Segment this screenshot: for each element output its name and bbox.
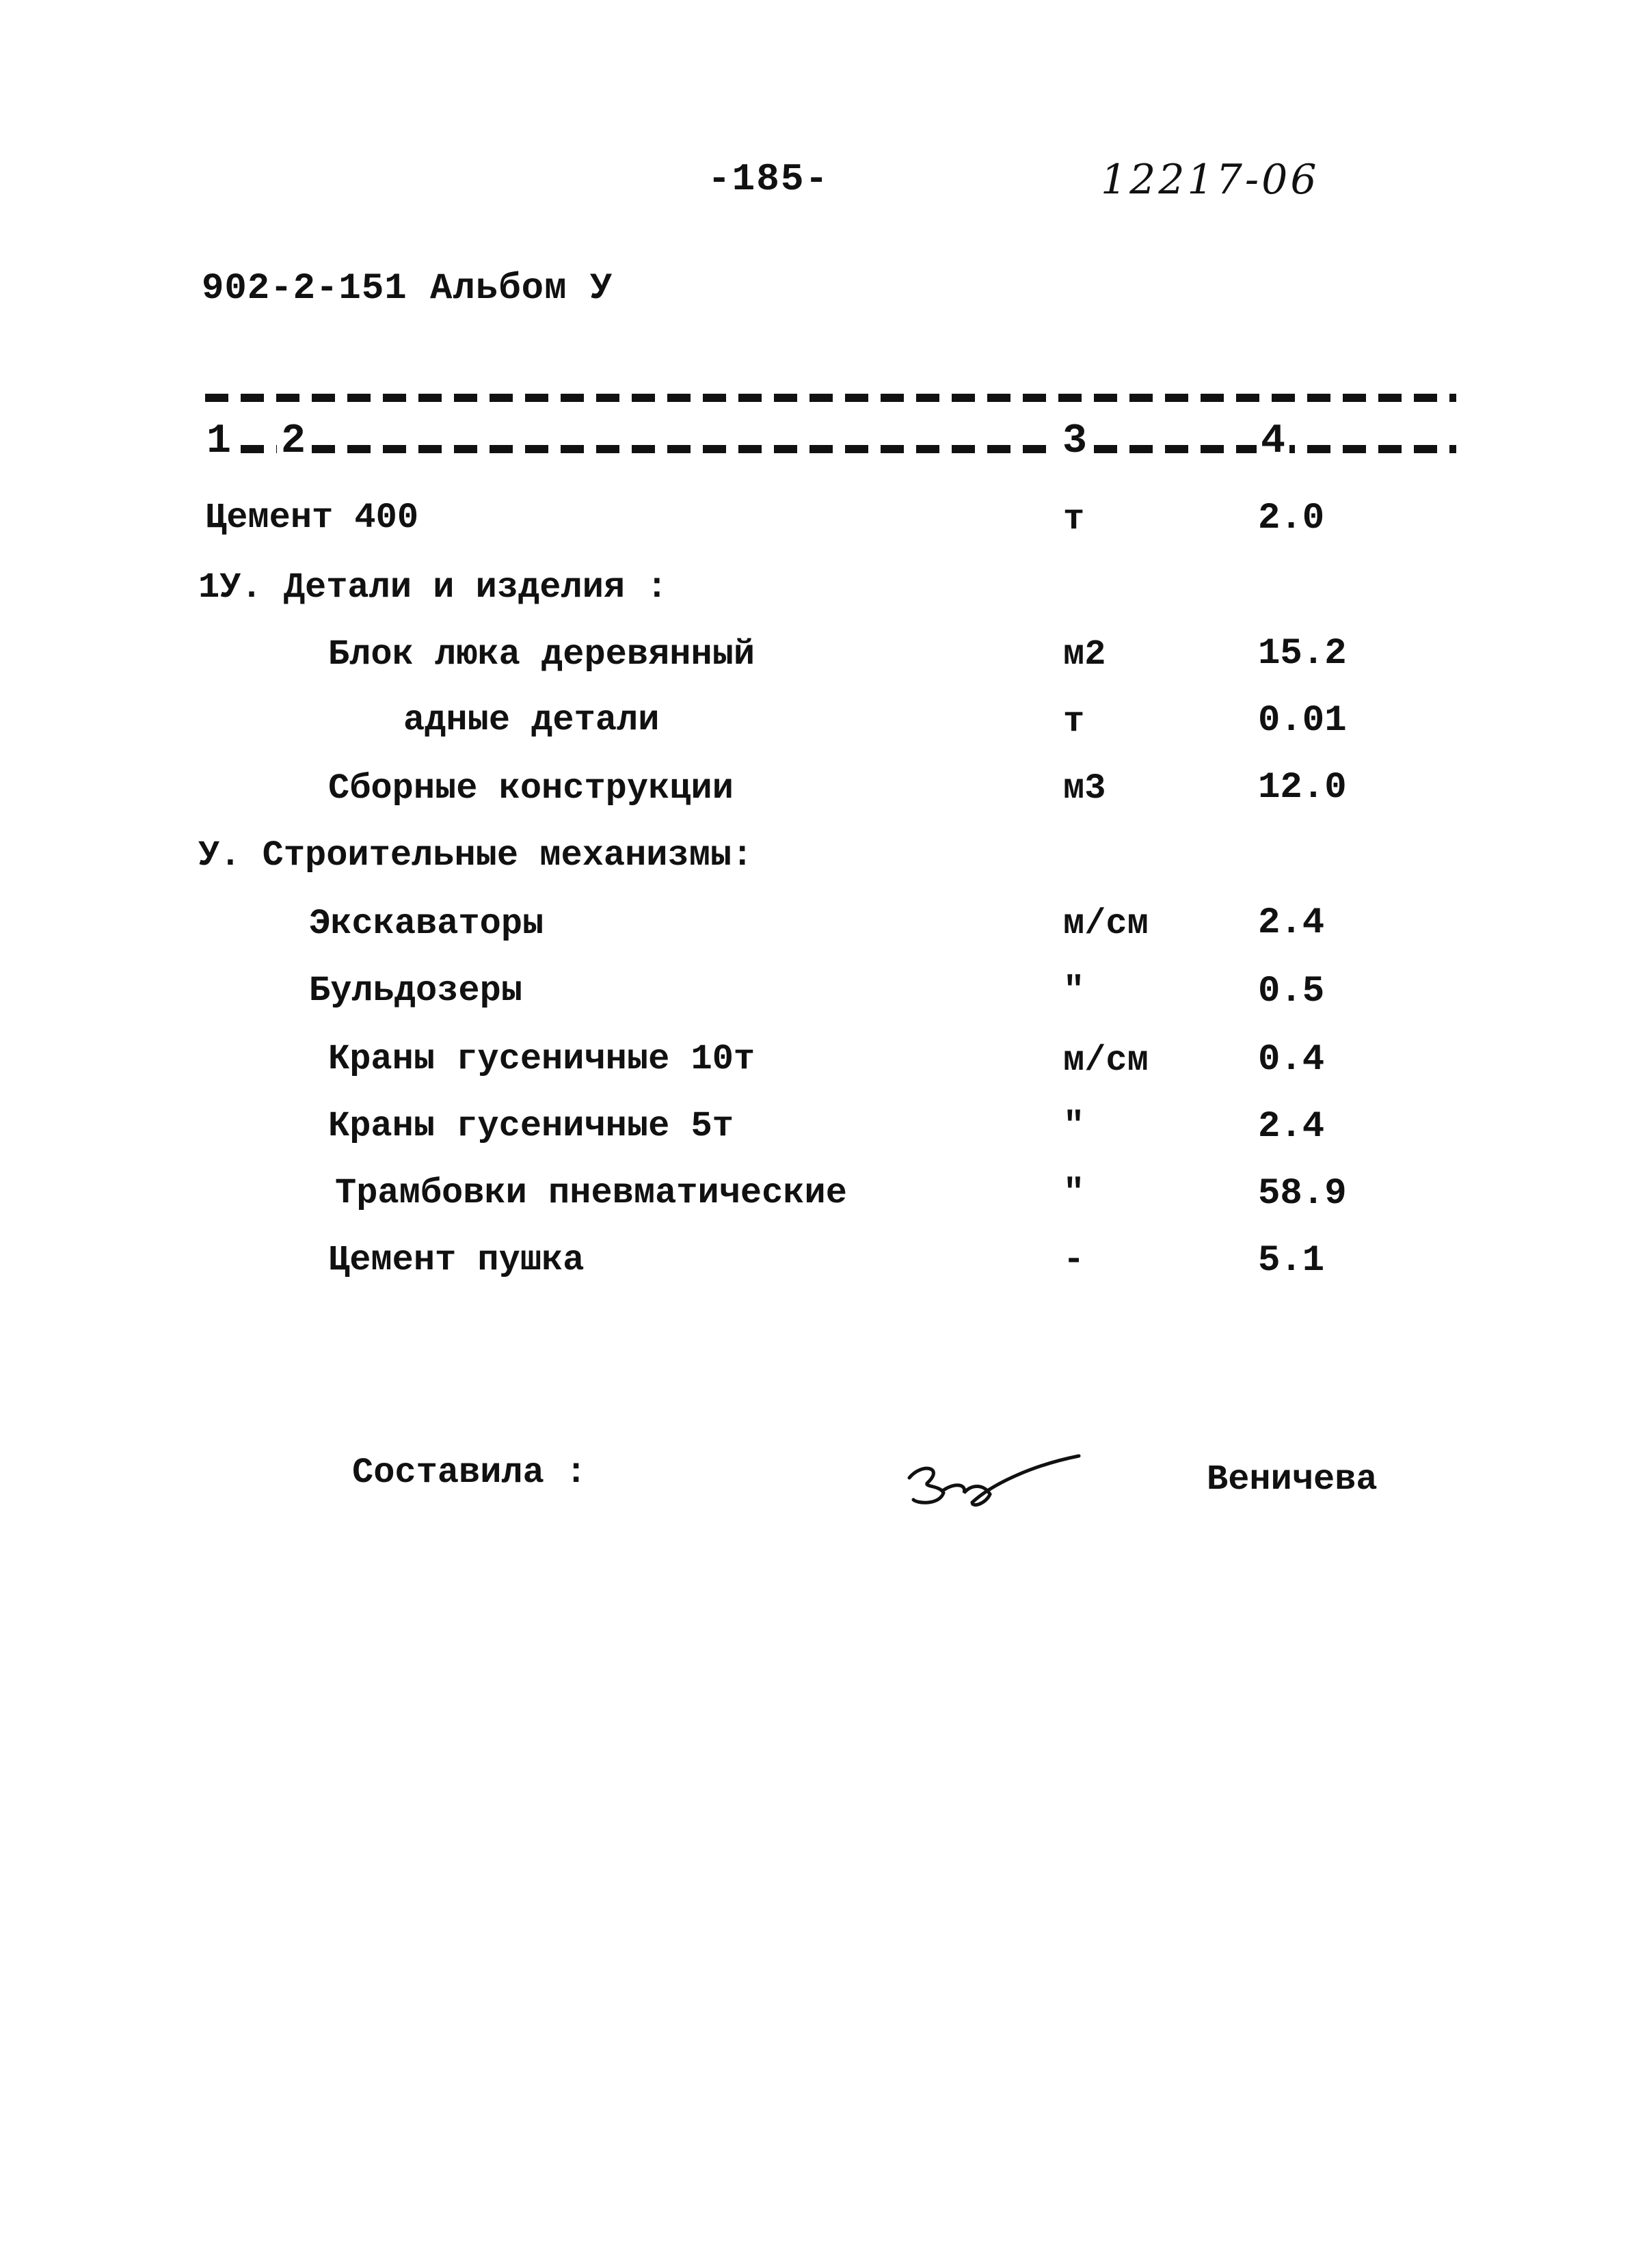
handwritten-code: 12217-06 <box>1101 156 1320 204</box>
row-unit: м2 <box>1063 634 1106 675</box>
row-name: адные детали <box>403 700 660 740</box>
row-name: Трамбовки пневматические <box>335 1173 847 1213</box>
row-qty: 0.5 <box>1258 971 1325 1012</box>
column-header-1: 1 <box>202 418 235 465</box>
section-heading: 1У. Детали и изделия : <box>198 567 668 608</box>
page-number: -185- <box>708 157 830 201</box>
row-qty: 2.4 <box>1258 902 1325 944</box>
row-unit: м3 <box>1063 768 1106 809</box>
row-name: Бульдозеры <box>309 971 523 1011</box>
row-unit: - <box>1063 1240 1085 1280</box>
row-qty: 2.0 <box>1258 498 1325 539</box>
row-qty: 12.0 <box>1258 767 1347 809</box>
dashed-rule-top <box>205 393 1456 403</box>
row-unit: м/см <box>1063 904 1149 944</box>
row-name: Цемент 400 <box>205 498 419 538</box>
row-qty: 2.4 <box>1258 1106 1325 1148</box>
row-qty: 0.4 <box>1258 1039 1325 1081</box>
row-unit: м/см <box>1063 1040 1149 1081</box>
signature <box>901 1442 1099 1524</box>
row-qty: 58.9 <box>1258 1173 1347 1215</box>
compiler-name: Веничева <box>1207 1459 1378 1500</box>
column-header-2: 2 <box>277 418 310 465</box>
row-qty: 15.2 <box>1258 633 1347 675</box>
compiled-by-label: Составила : <box>352 1453 587 1493</box>
row-unit: т <box>1063 499 1085 539</box>
row-name: Блок люка деревянный <box>328 634 755 675</box>
column-header-3: 3 <box>1058 418 1091 465</box>
row-qty: 0.01 <box>1258 700 1347 742</box>
document-reference: 902-2-151 Альбом У <box>202 268 613 310</box>
row-unit: " <box>1063 1173 1085 1213</box>
column-header-4: 4 <box>1257 418 1289 465</box>
row-name: Краны гусеничные 10т <box>328 1039 755 1079</box>
row-unit: " <box>1063 971 1085 1011</box>
row-name: Сборные конструкции <box>328 768 734 809</box>
section-heading: У. Строительные механизмы: <box>198 835 753 876</box>
row-name: Экскаваторы <box>309 904 544 944</box>
row-name: Цемент пушка <box>328 1240 585 1280</box>
row-name: Краны гусеничные 5т <box>328 1106 734 1146</box>
row-unit: т <box>1063 701 1085 742</box>
row-unit: " <box>1063 1106 1085 1146</box>
row-qty: 5.1 <box>1258 1240 1325 1282</box>
